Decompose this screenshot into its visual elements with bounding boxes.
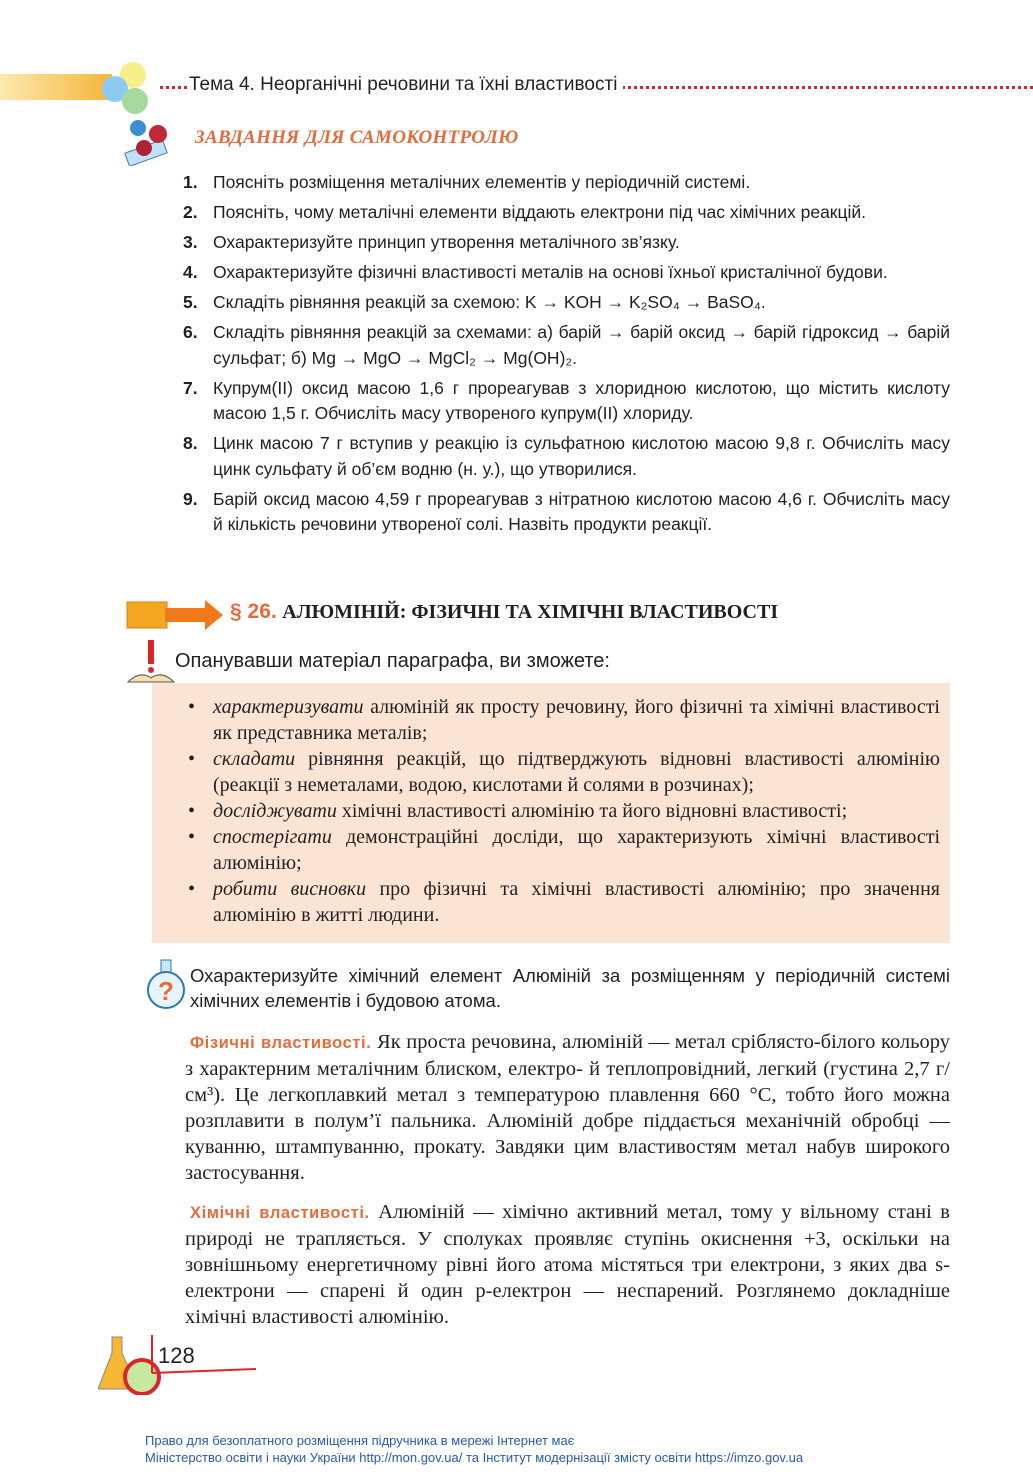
goal-text: про фізичні та хімічні властивості алюмінію; про значення алюмінію в житті людини. xyxy=(213,878,941,926)
chemical-properties-heading: Хімічні властивості. xyxy=(190,1204,370,1222)
goal-item: • складати рівняння реакцій, що підтверджують відновні властивості алюмінію (реакції з неметалами, водою, кислотами й солями в розчинах); xyxy=(188,748,940,796)
task-item xyxy=(183,431,950,482)
goal-verb: складати xyxy=(213,748,296,770)
goal-text: рівняння реакцій, що підтверджують відновні властивості алюмінію (реакції з неметалами, водою, кислотами й солями в розчинах); xyxy=(213,748,940,796)
task-number: 3. xyxy=(183,232,198,252)
self-check-icon xyxy=(122,116,172,166)
goal-text: алюміній як просту речовину, його фізичні та хімічні властивості як представника металів; xyxy=(213,696,940,744)
task-text: Охарактеризуйте принцип утворення металічного зв’язку. xyxy=(213,232,680,252)
task-number: 9. xyxy=(183,488,198,509)
question-flask-icon xyxy=(144,958,188,1010)
self-check-title: ЗАВДАННЯ ДЛЯ САМОКОНТРОЛЮ xyxy=(195,127,519,148)
task-number: 2. xyxy=(183,202,198,222)
section-title: АЛЮМІНІЙ: ФІЗИЧНІ ТА ХІМІЧНІ ВЛАСТИВОСТІ xyxy=(282,601,779,623)
book-arrow-icon xyxy=(125,598,225,632)
physical-properties-paragraph xyxy=(185,1029,950,1186)
task-text: Складіть рівняння реакцій за схемами: а) барій → барій оксид → барій гідроксид → барій сульфат; б) Mg → MgO → MgCl₂ → Mg(OH)₂. xyxy=(213,322,950,368)
task-number: 8. xyxy=(183,433,198,453)
goal-item: • досліджувати хімічні властивості алюмінію та його відновні властивості; xyxy=(188,800,848,822)
task-text: Поясніть, чому металічні елементи віддають електрони під час хімічних реакцій. xyxy=(213,202,867,222)
footer-line: Міністерство освіти і науки України http://mon.gov.ua/ та Інститут модернізації змісту освіти https://imzo.gov.ua xyxy=(145,1450,804,1465)
goal-text: демонстраційні досліди, що характеризують хімічні властивості алюмінію; xyxy=(213,826,940,874)
task-item xyxy=(183,290,950,316)
task-item xyxy=(183,230,950,256)
footer-line: Право для безоплатного розміщення підручника в мережі Інтернет має xyxy=(145,1433,575,1448)
task-text: Поясніть розміщення металічних елементів у періодичній системі. xyxy=(213,172,751,192)
exclamation-book-icon xyxy=(126,640,176,686)
task-item xyxy=(183,376,950,427)
goal-verb: досліджувати xyxy=(213,800,337,822)
goal-verb: характеризувати xyxy=(213,696,364,718)
section-number: § 26. xyxy=(230,600,277,623)
physical-properties-heading: Фізичні властивості. xyxy=(190,1034,372,1052)
header-topic: Тема 4. Неорганічні речовини та їхні властивості xyxy=(187,74,623,96)
task-item xyxy=(183,200,950,226)
task-number: 7. xyxy=(183,377,198,398)
task-item xyxy=(183,260,950,286)
task-number: 4. xyxy=(183,262,198,282)
goal-text: хімічні властивості алюмінію та його відновні властивості; xyxy=(336,800,848,822)
task-number: 6. xyxy=(183,322,198,342)
svg-text:?: ? xyxy=(158,976,174,1006)
task-list xyxy=(183,170,950,542)
task-text: Барій оксид масою 4,59 г прореагував з нітратною кислотою масою 4,6 г. Обчисліть масу й кількість речовини утвореної солі. Назвіть продукти реакції. xyxy=(213,488,950,534)
task-text: Охарактеризуйте фізичні властивості металів на основі їхньої кристалічної будови. xyxy=(213,262,888,282)
learning-goals-list xyxy=(188,694,940,928)
goal-verb: робити висновки xyxy=(213,878,367,900)
page-number: 128 xyxy=(158,1343,195,1368)
task-item xyxy=(183,170,950,196)
molecule-icon xyxy=(100,62,160,116)
task-number: 1. xyxy=(183,172,198,192)
chemical-properties-text: Алюміній — хімічно активний метал, тому у вільному стані в природі не трапляється. У сполуках проявляє ступінь окиснення +3, оскільки на зовнішньому енергетичному рівні його атома містяться три електрони, з яких два s-електрони — спарені й один p-електрон — неспарений. Розглянемо докладніше хімічні властивості алюмінію. xyxy=(185,1201,950,1328)
goal-item: • робити висновки про фізичні та хімічні властивості алюмінію; про значення алюмінію в житті людини. xyxy=(188,878,941,926)
task-text: Купрум(ІІ) оксид масою 1,6 г прореагував з хлоридною кислотою, що містить кислоту масою 1,5 г. Обчисліть масу утвореного купрум(ІІ) хлориду. xyxy=(213,377,950,423)
physical-properties-text: Як проста речовина, алюміній — метал сріблясто-білого кольору з характерним металічним блиском, електро- й теплопровідний, легкий (густина 2,7 г/см³). Це легкоплавкий метал з температурою плавлення 660 °С, тобто його можна розплавити в полум’ї пальника. Алюміній добре піддається механічній обробці — куванню, штампуванню, прокату. Завдяки цим властивостям метал набув широкого застосування. xyxy=(185,1031,950,1184)
footer-notice xyxy=(145,1432,803,1466)
goal-verb: спостерігати xyxy=(213,826,332,848)
goal-item: • спостерігати демонстраційні досліди, що характеризують хімічні властивості алюмінію; xyxy=(188,826,940,874)
task-item xyxy=(183,487,950,538)
header-orange-bar xyxy=(0,74,112,100)
chemical-properties-paragraph xyxy=(185,1199,950,1330)
task-number: 5. xyxy=(183,292,198,312)
task-item xyxy=(183,320,950,371)
section-heading xyxy=(230,600,778,624)
goal-item: • характеризувати алюміній як просту речовину, його фізичні та хімічні властивості як представника металів; xyxy=(188,696,940,744)
learning-intro: Опанувавши матеріал параграфа, ви зможете: xyxy=(175,650,610,672)
task-text: Цинк масою 7 г вступив у реакцію із сульфатною кислотою масою 9,8 г. Обчисліть масу цинк сульфату й об’єм водню (н. у.), що утворилися. xyxy=(213,433,950,479)
task-text: Складіть рівняння реакцій за схемою: K → KOH → K₂SO₄ → BaSO₄. xyxy=(213,292,766,312)
question-text: Охарактеризуйте хімічний елемент Алюміній за розміщенням у періодичній системі хімічних елементів і будовою атома. xyxy=(190,965,950,1011)
